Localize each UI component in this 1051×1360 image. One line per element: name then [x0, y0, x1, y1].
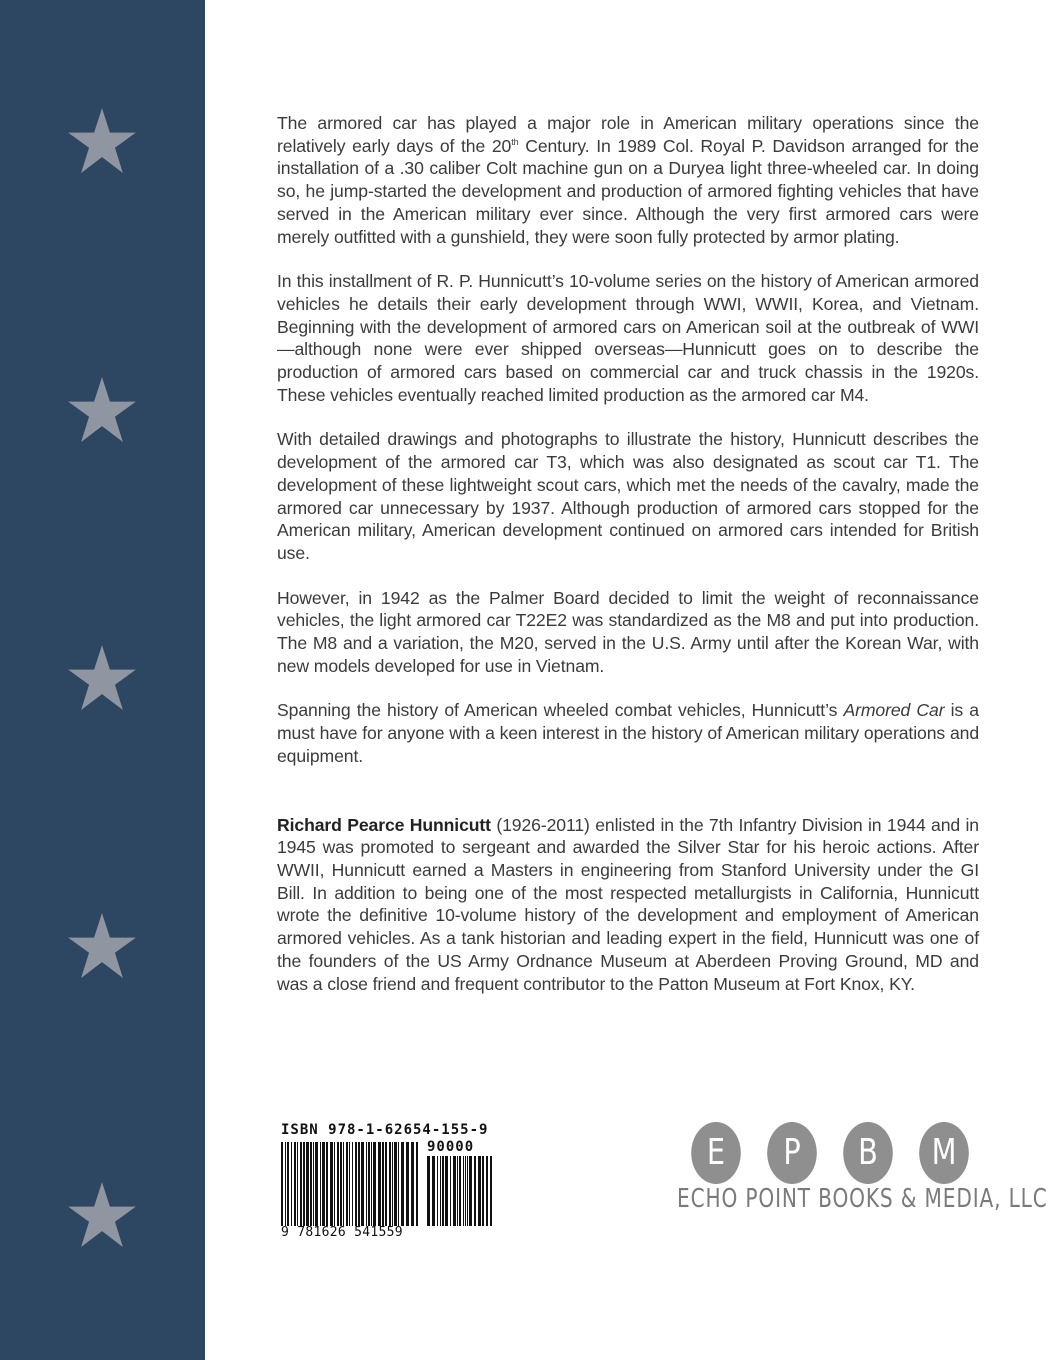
barcode-bar [371, 1142, 372, 1226]
barcode-bar [306, 1142, 309, 1226]
publisher-name: ECHO POINT BOOKS & MEDIA, LLC [677, 1184, 1048, 1214]
barcode-bar [281, 1142, 283, 1226]
barcode-bar [442, 1156, 444, 1226]
logo-letter-m: M [919, 1122, 969, 1184]
barcode-bar [322, 1142, 325, 1226]
author-name: Richard Pearce Hunnicutt [277, 814, 491, 835]
star-icon [66, 106, 138, 178]
barcode-bar [427, 1156, 430, 1226]
barcode-bar [389, 1142, 391, 1226]
barcode-bar [355, 1142, 357, 1226]
barcode-bar [349, 1142, 350, 1226]
star-icon [66, 643, 138, 715]
paragraph-series: In this installment of R. P. Hunnicutt’s 10-volume series on the history of American armored vehicles he details their early development through WWI, WWII, Korea, and Vietnam. Beginning with the development of armored cars on American soil at the outbreak of WWI—although none were ever shipped overseas—Hunnicutt goes on to describe the production of armored cars based on commercial car and truck chassis in the 1920s. These vehicles eventually reached limited production as the armored car M4. [277, 271, 979, 405]
barcode-bar [474, 1156, 476, 1226]
barcode-bar [358, 1142, 360, 1226]
barcode-bar [398, 1142, 399, 1226]
barcode-bar [382, 1142, 384, 1226]
summary-text: Spanning the history of American wheeled combat vehicles, Hunnicutt’s [277, 700, 844, 721]
paragraph-summary [277, 699, 979, 767]
barcode-bar [326, 1142, 328, 1226]
star-icon [66, 911, 138, 983]
isbn-label: ISBN 978-1-62654-155-9 [281, 1122, 489, 1138]
paragraph-scout-cars: With detailed drawings and photographs to illustrate the history, Hunnicutt describes the development of the armored car T3, which was also designated as scout car T1. The development of these lightweight scout cars, which met the needs of the cavalry, made the armored car unnecessary by 1937. Although production of armored cars stopped for the American military, American development continued on armored cars intended for British use. [277, 429, 979, 563]
barcode-bar [465, 1156, 466, 1226]
barcode-bar [457, 1156, 458, 1226]
logo-letter-e: E [691, 1122, 741, 1184]
isbn-barcode [281, 1122, 496, 1242]
barcode-bar [294, 1142, 296, 1226]
back-cover-text [277, 112, 979, 1017]
barcode-bar [394, 1142, 397, 1226]
barcode-bar [486, 1156, 488, 1226]
price-code: 90000 [427, 1139, 475, 1155]
barcode-bar [340, 1142, 342, 1226]
barcode-bar [313, 1142, 314, 1226]
star-icon [66, 1180, 138, 1252]
barcode-bar [432, 1156, 435, 1226]
intro-text-cont: Century. In 1989 Col. Royal P. Davidson arranged for the installation of a .30 caliber Colt machine gun on a Duryea light three-wheeled car. In doing so, he jump-started the development and production of armored fighting vehicles that have served in the American military ever since. Although the very first armored cars were merely outfitted with a gunshield, they were soon fully protected by armor plating. [277, 135, 979, 247]
barcode-bar [361, 1142, 364, 1226]
barcode-bar [373, 1142, 376, 1226]
barcode-bar [437, 1156, 438, 1226]
barcode-bar [285, 1142, 286, 1226]
barcode-bar [352, 1142, 353, 1226]
barcode-bar [330, 1142, 333, 1226]
author-bio [277, 814, 979, 996]
ordinal-superscript: th [511, 136, 519, 147]
publisher-logo [670, 1122, 1048, 1222]
barcode-bar [453, 1156, 456, 1226]
logo-letter-b: B [843, 1122, 893, 1184]
barcode-bar [300, 1142, 302, 1226]
barcode-bar [297, 1142, 298, 1226]
barcode-bar [490, 1156, 492, 1226]
barcode-bar [368, 1142, 370, 1226]
barcode-bar [334, 1142, 335, 1226]
author-bio-text: (1926-2011) enlisted in the 7th Infantry Division in 1944 and in 1945 was promoted to sergeant and awarded the Silver Star for his heroic actions. After WWII, Hunnicutt earned a Masters in engineering from Stanford University under the GI Bill. In addition to being one of the most respected metallurgists in California, Hunnicutt wrote the definitive 10-volume history of the development and employment of American armored vehicles. As a tank historian and leading expert in the field, Hunnicutt was one of the founders of the US Army Ordnance Museum at Aberdeen Proving Ground, MD and was a close friend and frequent contributor to the Patton Museum at Fort Knox, KY. [277, 814, 979, 994]
barcode-bar [467, 1156, 468, 1226]
barcode-bar [343, 1142, 344, 1226]
barcode-bar [310, 1142, 312, 1226]
barcode-bar [482, 1156, 484, 1226]
barcode-bar [463, 1156, 464, 1226]
barcode-bar [320, 1142, 321, 1226]
barcode-bar [291, 1142, 292, 1226]
barcode-bar [406, 1142, 409, 1226]
barcode-bar [450, 1156, 451, 1226]
paragraph-m8: However, in 1942 as the Palmer Board decided to limit the weight of reconnaissance vehicles, the light armored car T22E2 was standardized as the M8 and put into production. The M8 and a variation, the M20, served in the U.S. Army until after the Korean War, with new models developed for use in Vietnam. [277, 587, 979, 676]
barcode-bar [385, 1142, 387, 1226]
barcode-bar [440, 1156, 441, 1226]
logo-letter-p: P [767, 1122, 817, 1184]
barcode-bar [445, 1156, 448, 1226]
barcode-bar [337, 1142, 339, 1226]
star-icon [66, 375, 138, 447]
barcode-bar [459, 1156, 461, 1226]
intro-text: The armored car has played a major role in American military operations since the relatively early days of the 20 [277, 113, 979, 156]
book-title: Armored Car [843, 700, 945, 721]
barcode-bar [469, 1156, 472, 1226]
barcode-addon-bars [427, 1156, 493, 1226]
barcode-bar [378, 1142, 381, 1226]
barcode-bar [303, 1142, 305, 1226]
barcode-bar [366, 1142, 367, 1226]
paragraph-intro [277, 112, 979, 248]
summary-text-cont: is a must have for anyone with a keen interest in the history of American military operations and equipment. [277, 700, 979, 766]
barcode-bar [315, 1142, 318, 1226]
barcode-bars [281, 1142, 419, 1226]
barcode-bar [392, 1142, 393, 1226]
barcode-bar [401, 1142, 404, 1226]
barcode-bar [411, 1142, 414, 1226]
barcode-bar [346, 1142, 348, 1226]
barcode-bar [416, 1142, 418, 1226]
barcode-bar [478, 1156, 481, 1226]
isbn-digits: 9 781626 541559 [281, 1225, 403, 1240]
sidebar-band [0, 0, 205, 1360]
barcode-bar [287, 1142, 289, 1226]
